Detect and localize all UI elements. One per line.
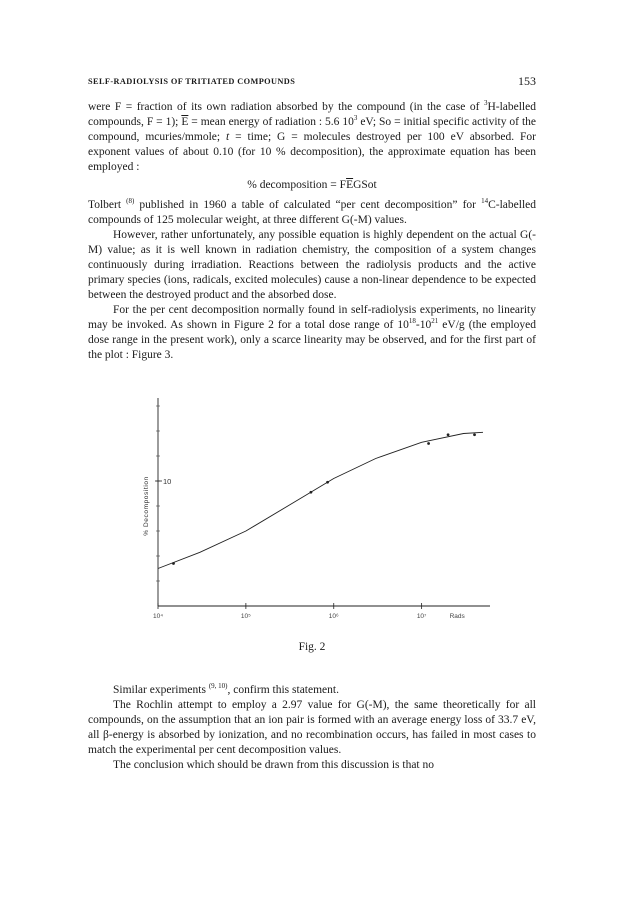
x-tick-label: 10⁶ xyxy=(328,613,339,620)
data-point xyxy=(473,433,476,436)
chart-svg xyxy=(120,384,500,629)
x-tick-label: 10⁷ xyxy=(416,613,427,620)
figure-caption: Fig. 2 xyxy=(298,641,326,653)
body-text-lower xyxy=(88,683,536,773)
series-curve xyxy=(158,432,483,568)
y-tick-label: 10 xyxy=(163,477,172,486)
data-point xyxy=(326,481,329,484)
data-point xyxy=(447,433,450,436)
y-axis-label: % Decomposition xyxy=(143,476,150,536)
paragraph-rochlin: The Rochlin attempt to employ a 2.97 value for G(-M), the same theoretically for all compounds, on the assumption that an ion pair is formed with an average energy loss of 33.7 eV, all β-energy is absorbed by ionization, and no recombination occurs, has failed in most cases to match the experimental per cent decomposition values. xyxy=(88,699,536,756)
figure-2-plot xyxy=(120,384,500,629)
running-title: SELF-RADIOLYSIS OF TRITIATED COMPOUNDS xyxy=(88,77,296,86)
equation: % decomposition = $F\overline{E}GSot$ xyxy=(247,179,377,191)
paragraph-tolbert: Tolbert $^{(8)}$ published in 1960 a table of calculated “per cent decomposition” for $^{14}$C-labelled compounds of 125 molecular weight, at three different G(-M) values. xyxy=(88,197,536,226)
running-header xyxy=(88,74,536,88)
data-point xyxy=(172,562,175,565)
x-tick-label: 10⁴ xyxy=(152,613,164,620)
paragraph-linearity: For the per cent decomposition normally found in self-radiolysis experiments, no linearity may be invoked. As shown in Figure 2 for a total dose range of $10^{18}-10^{21}$ eV/g (the employed dose range in the present work), only a scarce linearity may be observed, and for the first part of the plot : Figure 3. xyxy=(88,304,536,361)
paragraph-dependence: However, rather unfortunately, any possible equation is highly dependent on the actual G(-M) value; as it is well known in radiation chemistry, the composition of a system changes continuously during irradiation. Reactions between the radiolysis products and the active primary species (ions, radicals, excited molecules) cause a non-linear dependence to be expected between the destroyed product and the absorbed dose. xyxy=(88,229,536,301)
paragraph-similar: Similar experiments $^{(9, 10)}$, confirm this statement. xyxy=(113,682,339,696)
paragraph-definitions: were F = fraction of its own radiation absorbed by the compound (in the case of $^3$H-labelled compounds, F = 1); $\overline{E}$ = mean energy of radiation : 5.6 $10^3$ eV; So = initial specific activity of the compound, mcuries/mmole; t = time; G = molecules destroyed per 100 eV absorbed. For exponent values of about 0.10 (for 10 % decomposition), the approximate equation has been employed : xyxy=(88,99,537,173)
x-axis-label: Rads xyxy=(449,613,465,620)
x-tick-label: 10⁵ xyxy=(240,613,251,620)
data-point xyxy=(310,491,313,494)
data-point xyxy=(427,442,430,445)
body-text-upper xyxy=(88,100,536,363)
page-number: 153 xyxy=(518,74,536,88)
paragraph-conclusion: The conclusion which should be drawn from this discussion is that no xyxy=(113,759,435,771)
